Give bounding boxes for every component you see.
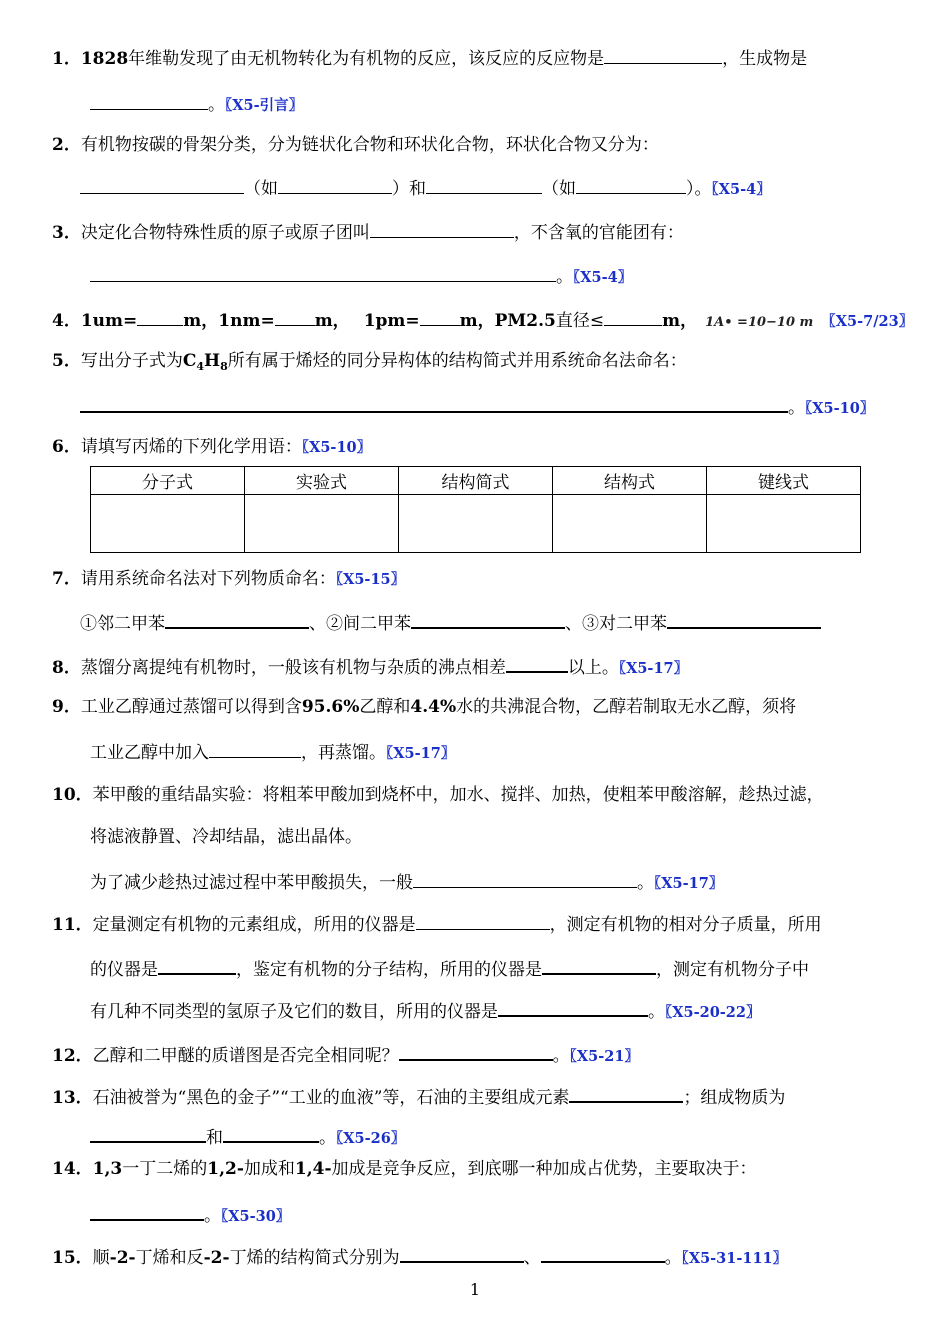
- answer-blank[interactable]: [165, 610, 309, 629]
- answer-blank[interactable]: [667, 610, 821, 629]
- answer-blank[interactable]: [542, 956, 656, 975]
- section-tag: 〖X5-15〗: [335, 571, 406, 588]
- question-number: 1: [52, 49, 64, 69]
- section-tag: 〖X5-10〗: [301, 439, 372, 456]
- answer-blank[interactable]: [158, 956, 236, 975]
- answer-blank[interactable]: [420, 308, 460, 326]
- answer-blank[interactable]: [541, 1244, 665, 1263]
- molecular-formula: $C_4H_8$: [182, 351, 228, 373]
- table-header: 键线式: [707, 467, 861, 495]
- section-tag: 〖X5-26〗: [336, 1130, 406, 1147]
- question-5-line-1: 5．写出分子式为$C_4H_8$所有属于烯烃的同分异构体的结构简式并用系统命名法命名：: [52, 351, 687, 373]
- table-answer-cell[interactable]: [399, 495, 553, 553]
- propene-notation-table: [90, 466, 861, 553]
- table-answer-cell[interactable]: [707, 495, 861, 553]
- question-11-line-2: 的仪器是 ，鉴定有机物的分子结构，所用的仪器是 ，测定有机物分子中: [90, 956, 809, 981]
- question-8-line: 8．蒸馏分离提纯有机物时，一般该有机物与杂质的沸点相差 以上。〖X5-17〗: [52, 654, 688, 680]
- question-7-line-2: ①邻二甲苯 、②间二甲苯 、③对二甲苯: [80, 610, 821, 635]
- question-13-line-2: 和 。〖X5-26〗: [90, 1124, 405, 1150]
- question-2-line-1: 2．有机物按碳的骨架分类，分为链状化合物和环状化合物，环状化合物又分为：: [52, 135, 659, 155]
- question-7-line-1: 7．请用系统命名法对下列物质命名：〖X5-15〗: [52, 569, 406, 589]
- question-11-line-1: 11．定量测定有机物的元素组成，所用的仪器是 ，测定有机物的相对分子质量，所用: [52, 912, 822, 936]
- section-tag: 〖X5-20-22〗: [665, 1004, 761, 1021]
- section-tag: 〖X5-17〗: [386, 745, 456, 762]
- answer-blank[interactable]: [426, 176, 542, 194]
- section-tag: 〖X5-10〗: [805, 400, 875, 417]
- section-tag: 〖X5-17〗: [618, 660, 689, 677]
- answer-blank[interactable]: [604, 308, 662, 326]
- answer-blank[interactable]: [90, 1124, 206, 1143]
- page-number: 1: [469, 1280, 481, 1299]
- table-answer-cell[interactable]: [245, 495, 399, 553]
- section-tag: 〖X5-引言〗: [225, 97, 304, 114]
- year: 1828: [80, 49, 129, 69]
- answer-blank[interactable]: [604, 46, 722, 64]
- section-tag: 〖X5-17〗: [654, 875, 724, 892]
- question-11-line-3: 有几种不同类型的氢原子及它们的数目，所用的仪器是 。〖X5-20-22〗: [90, 998, 760, 1024]
- answer-blank[interactable]: [90, 264, 556, 282]
- answer-blank[interactable]: [400, 1244, 524, 1263]
- question-9-line-1: 9．工业乙醇通过蒸馏可以得到含95.6%乙醇和4.4%水的共沸混合物，乙醇若制取无水乙醇，须将: [52, 697, 797, 717]
- answer-blank[interactable]: [569, 1084, 683, 1103]
- question-12-line: 12．乙醇和二甲醚的质谱图是否完全相同呢？ 。〖X5-21〗: [52, 1042, 639, 1068]
- answer-blank[interactable]: [90, 92, 208, 110]
- answer-blank[interactable]: [498, 998, 648, 1017]
- answer-blank[interactable]: [416, 912, 550, 930]
- question-9-line-2: 工业乙醇中加入 ，再蒸馏。〖X5-17〗: [90, 740, 455, 765]
- answer-blank[interactable]: [80, 176, 244, 194]
- question-2-line-2: （如 ）和 （如 ）。〖X5-4〗: [80, 176, 771, 201]
- question-15-line: 15．顺-2-丁烯和反-2-丁烯的结构简式分别为 、 。〖X5-31-111〗: [52, 1244, 787, 1270]
- answer-blank[interactable]: [370, 220, 514, 238]
- answer-blank[interactable]: [80, 394, 788, 413]
- table-header: 分子式: [91, 467, 245, 495]
- answer-blank[interactable]: [576, 176, 686, 194]
- section-tag: 〖X5-4〗: [711, 181, 771, 198]
- question-6-line: 6．请填写丙烯的下列化学用语：〖X5-10〗: [52, 437, 372, 457]
- question-13-line-1: 13．石油被誉为“黑色的金子”“工业的血液”等，石油的主要组成元素 ；组成物质为: [52, 1084, 785, 1109]
- section-tag: 〖X5-21〗: [569, 1048, 639, 1065]
- table-answer-cell[interactable]: [553, 495, 707, 553]
- question-14-line-2: 。〖X5-30〗: [90, 1202, 290, 1228]
- question-10-line-3: 为了减少趁热过滤过程中苯甲酸损失，一般 。〖X5-17〗: [90, 870, 723, 895]
- table-header: 结构式: [553, 467, 707, 495]
- section-tag: 〖X5-4〗: [573, 269, 633, 286]
- section-tag: 〖X5-7/23〗: [821, 313, 914, 330]
- question-3-line-1: 3．决定化合物特殊性质的原子或原子团叫 ，不含氧的官能团有：: [52, 220, 684, 244]
- answer-blank[interactable]: [90, 1202, 204, 1221]
- answer-blank[interactable]: [275, 308, 315, 326]
- question-3-line-2: 。〖X5-4〗: [90, 264, 632, 289]
- table-header: 实验式: [245, 467, 399, 495]
- section-tag: 〖X5-30〗: [221, 1208, 291, 1225]
- answer-blank[interactable]: [223, 1124, 319, 1143]
- answer-blank[interactable]: [399, 1042, 553, 1061]
- answer-blank[interactable]: [506, 654, 568, 673]
- answer-blank[interactable]: [413, 870, 637, 888]
- answer-blank[interactable]: [137, 308, 183, 326]
- question-10-line-1: 10．苯甲酸的重结晶实验：将粗苯甲酸加到烧杯中，加水、搅拌、加热，使粗苯甲酸溶解，趁热过滤，: [52, 785, 824, 805]
- table-header: 结构简式: [399, 467, 553, 495]
- answer-blank[interactable]: [278, 176, 392, 194]
- question-14-line-1: 14．1,3一丁二烯的1,2-加成和1,4-加成是竞争反应，到底哪一种加成占优势，主要取决于：: [52, 1159, 757, 1179]
- answer-blank[interactable]: [209, 740, 301, 758]
- table-answer-cell[interactable]: [91, 495, 245, 553]
- question-4-line: 4．1um= m，1nm= m， 1pm= m，PM2.5直径≤ m， 1A• =10−10 m 〖X5-7/23〗: [52, 308, 913, 334]
- section-tag: 〖X5-31-111〗: [681, 1250, 788, 1267]
- question-10-line-2: 将滤液静置、冷却结晶，滤出晶体。: [90, 827, 362, 847]
- question-5-line-2: 。〖X5-10〗: [80, 394, 874, 420]
- question-1-line-1: 1．1828年维勒发现了由无机物转化为有机物的反应，该反应的反应物是 ，生成物是: [52, 46, 807, 70]
- question-1-line-2: 。〖X5-引言〗: [90, 92, 303, 117]
- answer-blank[interactable]: [411, 610, 565, 629]
- angstrom-formula: 1A• =10−10 m: [705, 315, 814, 330]
